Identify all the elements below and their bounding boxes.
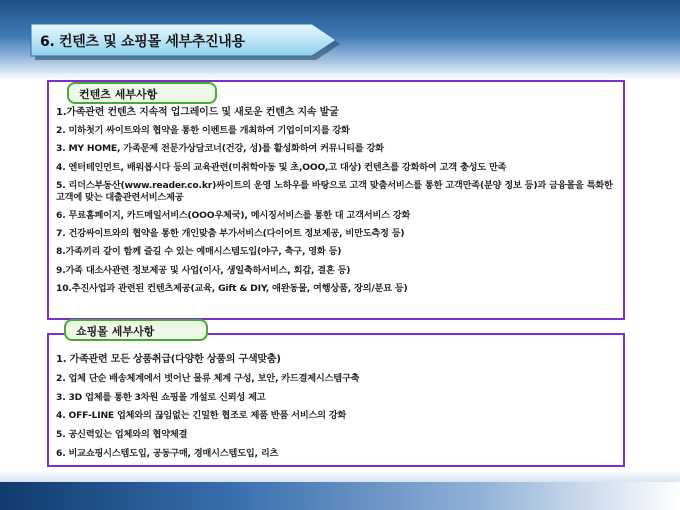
list-item: 1.가족관련 컨텐츠 지속적 업그레이드 및 새로운 컨텐츠 지속 발굴 (56, 107, 339, 118)
title-banner (30, 22, 340, 60)
list-item: 3. 3D 업체를 통한 3차원 쇼핑몰 개설로 신뢰성 제고 (56, 391, 266, 403)
page-title: 6. 컨텐츠 및 쇼핑몰 세부추진내용 (40, 34, 245, 50)
footer-fade (0, 470, 680, 482)
list-item: 5. 공신력있는 업체와의 협약체결 (56, 429, 188, 441)
list-item: 4. OFF-LINE 업체와의 끊임없는 긴밀한 협조로 제품 반품 서비스의 강화 (56, 410, 347, 422)
list-item: 10.추진사업과 관련된 컨텐츠제공(교육, Gift & DIY, 애완동물, 여행상품, 장의/분묘 등) (56, 282, 408, 294)
shopping-details-list (56, 354, 621, 467)
list-item: 1. 가족관련 모든 상품취급(다양한 상품의 구색맞춤) (56, 354, 281, 365)
contents-details-label: 컨텐츠 세부사항 (67, 82, 217, 104)
list-item: 2. 업체 단순 배송체계에서 벗어난 물류 체계 구성, 보안, 카드결제시스템구축 (56, 372, 360, 384)
contents-details-list (56, 107, 621, 301)
list-item: 8.가족끼리 같이 함께 즐길 수 있는 예매시스템도입(야구, 축구, 영화 등) (56, 246, 342, 258)
list-item: 7. 건강싸이트와의 협약을 통한 개인맞춤 부가서비스(다이어트 정보제공, 비만도측정 등) (56, 228, 405, 240)
list-item: 6. 비교쇼핑시스템도입, 공동구매, 경매시스템도입, 리츠 (56, 447, 279, 459)
shopping-details-label: 쇼핑몰 세부사항 (64, 319, 208, 341)
list-item: 2. 미하첫기 싸이트와의 협약을 통한 이벤트를 개최하여 기업이미지를 강화 (56, 125, 350, 137)
list-item: 6. 무료홈페이지, 카드메일서비스(OOO우체국), 메시징서비스를 통한 대 고객서비스 강화 (56, 209, 411, 221)
list-item: 9.가족 대소사관련 정보제공 및 사업(이사, 생일축하서비스, 회갑, 결혼 등) (56, 264, 351, 276)
list-item: 5. 리더스부동산(www.reader.co.kr)싸이트의 운영 노하우를 바탕으로 고객 맞춤서비스를 통한 고객만족(분양 정보 등)과 금융몰을 특화한 고객에 맞는 대출관련서비스제공 (56, 179, 613, 203)
list-item: 3. MY HOME, 가족문제 전문가상담코너(건강, 성)를 활성화하여 커뮤니티를 강화 (56, 143, 384, 155)
footer-gradient-band (0, 482, 680, 510)
list-item: 4. 엔터테인먼트, 배워봅시다 등의 교육관련(미취학아동 및 초,OOO,고 대상) 컨텐츠를 강화하여 고객 충성도 만족 (56, 161, 507, 173)
